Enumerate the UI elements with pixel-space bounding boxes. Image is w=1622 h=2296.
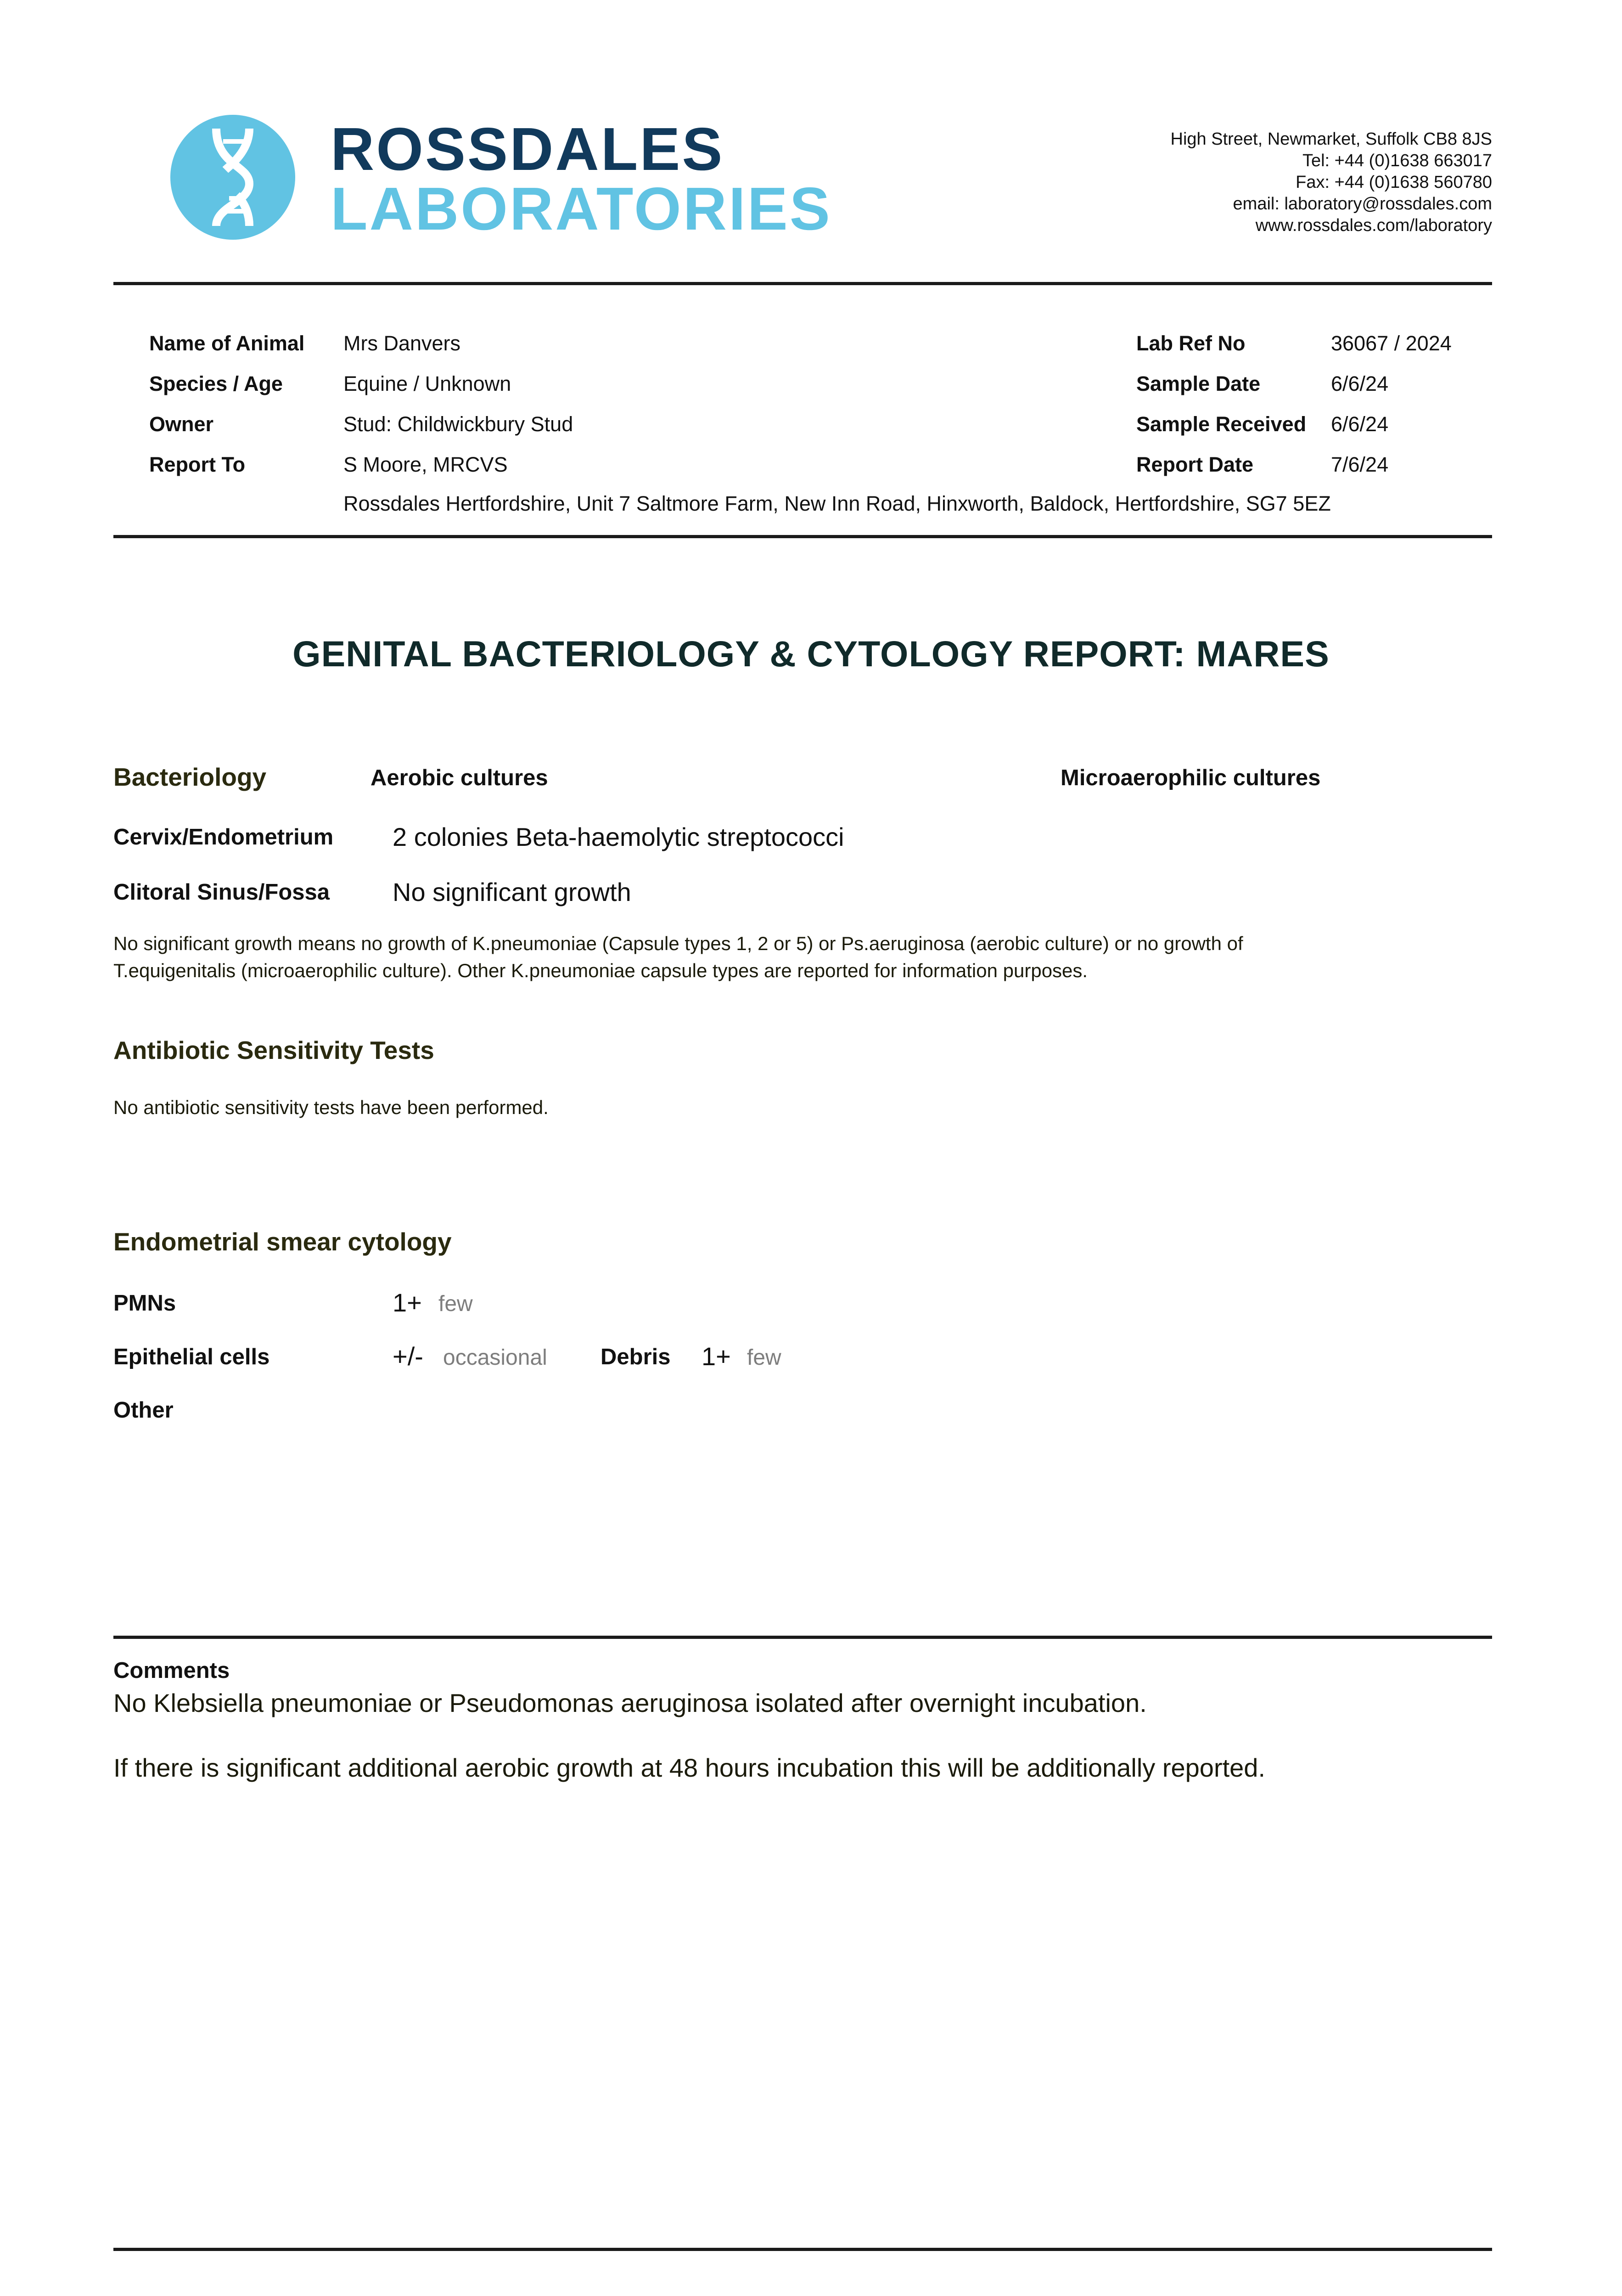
bacteriology-note-line: No significant growth means no growth of K.pneumoniae (Capsule types 1, 2 or 5) or Ps.aeruginosa (aerobic culture) or no growth of xyxy=(113,933,1243,954)
logo-emblem xyxy=(170,115,295,240)
divider xyxy=(113,282,1492,285)
pmns-description: few xyxy=(438,1292,473,1316)
cervix-endometrium-label: Cervix/Endometrium xyxy=(113,825,334,850)
pmns-label: PMNs xyxy=(113,1291,176,1316)
sample-date-value: 6/6/24 xyxy=(1331,372,1389,395)
contact-website: www.rossdales.com/laboratory xyxy=(1255,216,1492,235)
dna-helix-icon xyxy=(170,115,295,240)
contact-email: email: laboratory@rossdales.com xyxy=(1233,194,1492,214)
name-of-animal-value: Mrs Danvers xyxy=(343,332,461,355)
divider xyxy=(113,1636,1492,1639)
debris-label: Debris xyxy=(601,1345,671,1369)
report-date-value: 7/6/24 xyxy=(1331,453,1389,476)
cervix-endometrium-aerobic-result: 2 colonies Beta-haemolytic streptococci xyxy=(393,822,844,851)
name-of-animal-label: Name of Animal xyxy=(149,332,305,355)
contact-tel: Tel: +44 (0)1638 663017 xyxy=(1302,151,1492,170)
species-age-label: Species / Age xyxy=(149,372,283,395)
epithelial-cells-label: Epithelial cells xyxy=(113,1345,270,1369)
bacteriology-heading: Bacteriology xyxy=(113,763,267,791)
bacteriology-note-line: T.equigenitalis (microaerophilic culture). Other K.pneumoniae capsule types are reported for information purposes. xyxy=(113,960,1088,981)
brand-name: ROSSDALES xyxy=(331,115,724,183)
clitoral-sinus-fossa-aerobic-result: No significant growth xyxy=(393,878,631,906)
comment-line: No Klebsiella pneumoniae or Pseudomonas aeruginosa isolated after overnight incubation. xyxy=(113,1688,1147,1717)
microaerophilic-cultures-header: Microaerophilic cultures xyxy=(1061,765,1321,790)
report-date-label: Report Date xyxy=(1136,453,1254,476)
antibiotic-text: No antibiotic sensitivity tests have been performed. xyxy=(113,1097,549,1118)
epithelial-cells-value: +/- xyxy=(393,1342,423,1371)
debris-description: few xyxy=(747,1345,781,1370)
footer-divider xyxy=(113,2248,1492,2251)
lab-ref-label: Lab Ref No xyxy=(1136,332,1246,355)
owner-value: Stud: Childwickbury Stud xyxy=(343,412,573,436)
cytology-heading: Endometrial smear cytology xyxy=(113,1227,452,1256)
sample-received-label: Sample Received xyxy=(1136,412,1307,436)
aerobic-cultures-header: Aerobic cultures xyxy=(370,765,548,790)
epithelial-cells-description: occasional xyxy=(443,1345,547,1370)
contact-fax: Fax: +44 (0)1638 560780 xyxy=(1296,173,1492,192)
antibiotic-heading: Antibiotic Sensitivity Tests xyxy=(113,1036,434,1064)
owner-label: Owner xyxy=(149,412,214,436)
debris-value: 1+ xyxy=(702,1342,731,1371)
pmns-value: 1+ xyxy=(393,1288,422,1317)
contact-address: High Street, Newmarket, Suffolk CB8 8JS xyxy=(1170,129,1492,149)
clitoral-sinus-fossa-label: Clitoral Sinus/Fossa xyxy=(113,880,330,905)
report-to-value: S Moore, MRCVS xyxy=(343,453,508,476)
other-label: Other xyxy=(113,1398,174,1423)
species-age-value: Equine / Unknown xyxy=(343,372,511,395)
sample-received-value: 6/6/24 xyxy=(1331,412,1389,436)
report-to-address: Rossdales Hertfordshire, Unit 7 Saltmore Farm, New Inn Road, Hinxworth, Baldock, Hertfordshire, SG7 5EZ xyxy=(343,492,1331,515)
brand-subtitle: LABORATORIES xyxy=(331,175,832,242)
sample-date-label: Sample Date xyxy=(1136,372,1261,395)
lab-ref-value: 36067 / 2024 xyxy=(1331,332,1452,355)
bacteriology-note xyxy=(113,930,1243,984)
report-to-label: Report To xyxy=(149,453,246,476)
comment-line: If there is significant additional aerobic growth at 48 hours incubation this will be additionally reported. xyxy=(113,1753,1266,1782)
comments-heading: Comments xyxy=(113,1658,230,1683)
report-title: GENITAL BACTERIOLOGY & CYTOLOGY REPORT: MARES xyxy=(292,633,1330,674)
divider xyxy=(113,535,1492,538)
contact-block xyxy=(1171,129,1492,236)
